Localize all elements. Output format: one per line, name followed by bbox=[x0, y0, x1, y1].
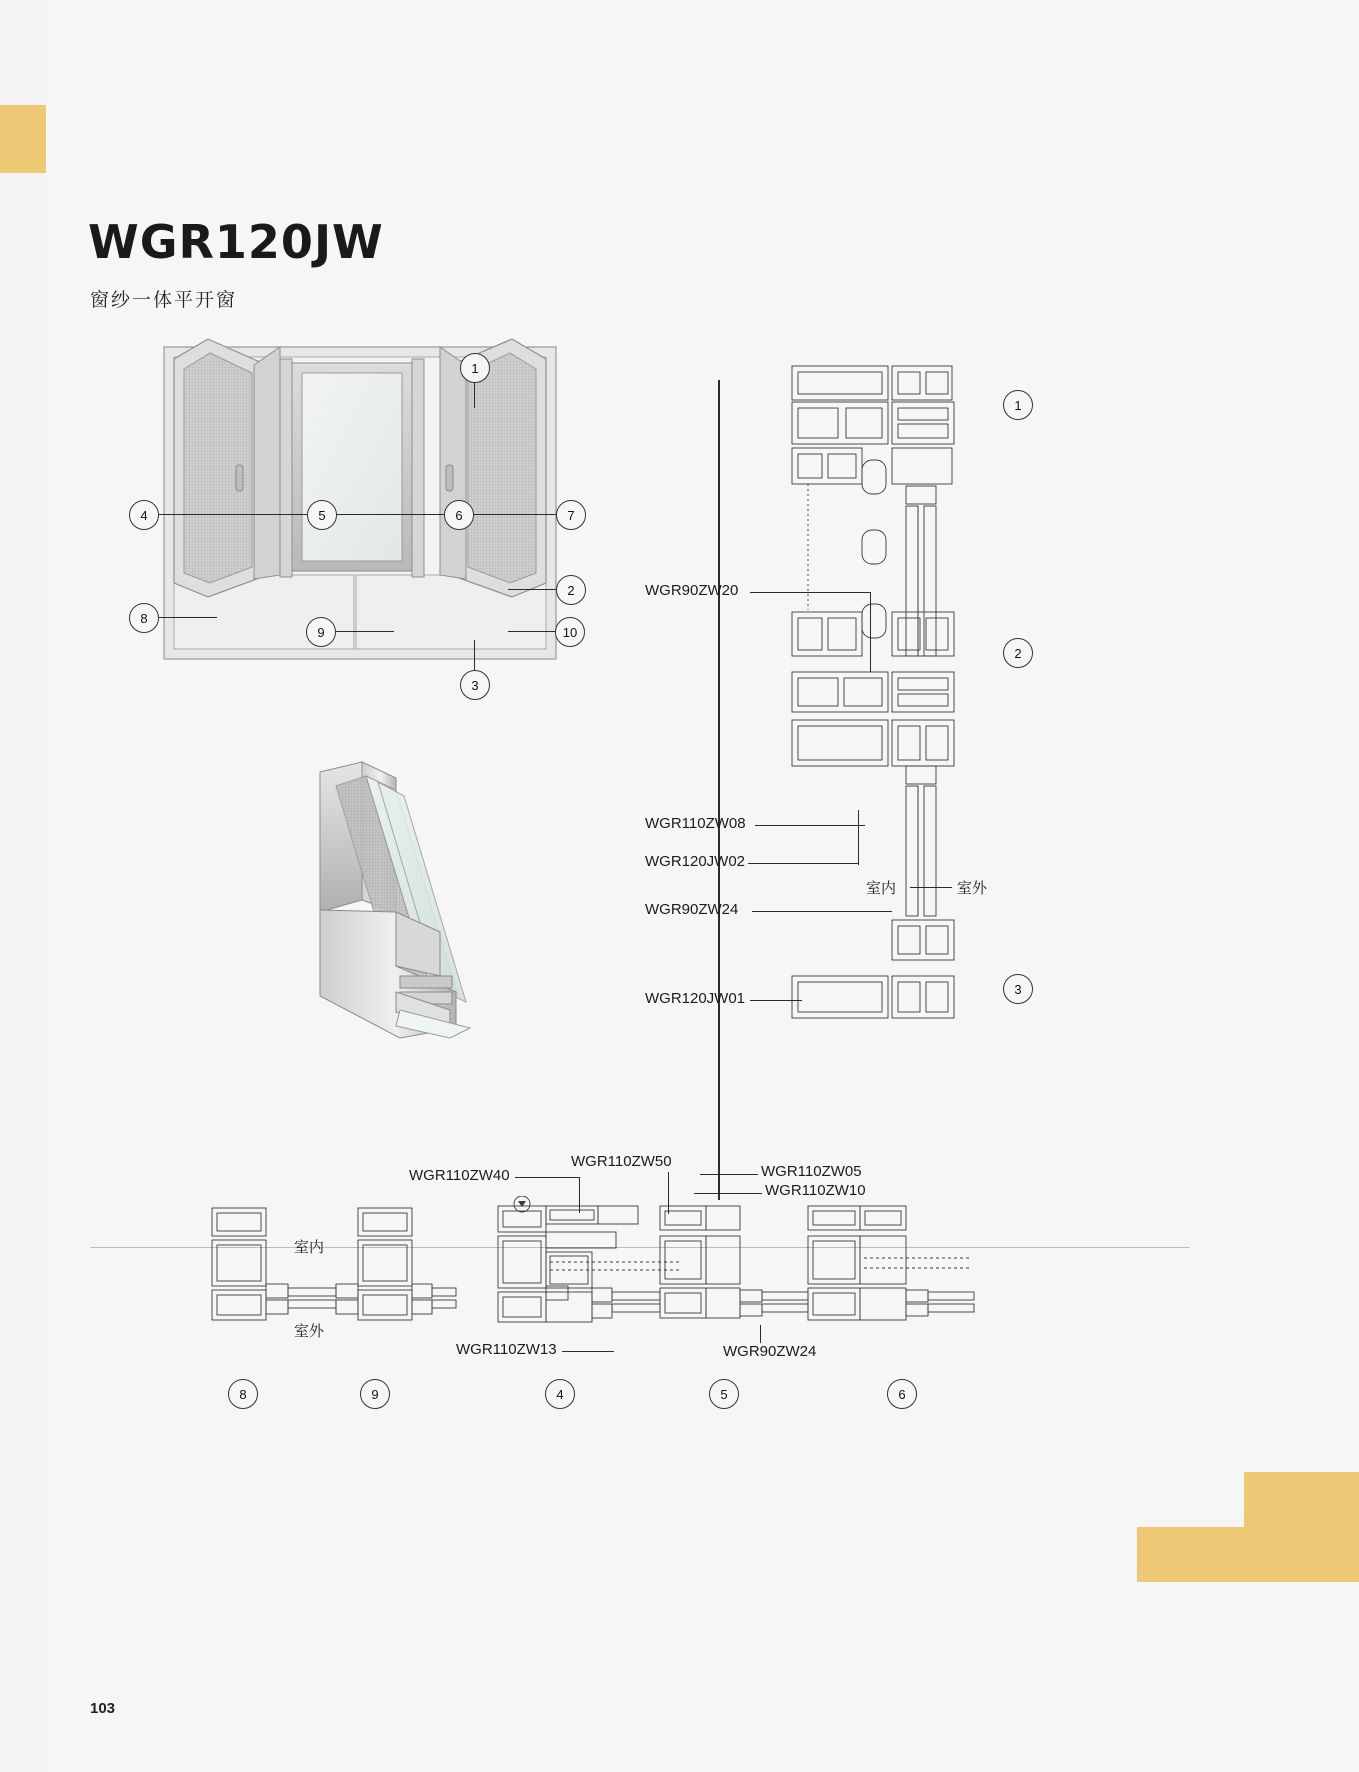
leader-line bbox=[700, 1174, 758, 1175]
part-label-wgr120jw01: WGR120JW01 bbox=[645, 990, 746, 1007]
leader-line bbox=[760, 1325, 761, 1343]
leader-line bbox=[562, 1351, 614, 1352]
part-label-wgr110zw50: WGR110ZW50 bbox=[571, 1153, 672, 1170]
leader-line bbox=[508, 631, 556, 632]
accent-block-bottom-right bbox=[1244, 1472, 1359, 1582]
leader-line bbox=[515, 1177, 579, 1178]
callout-10[interactable]: 10 bbox=[555, 617, 585, 647]
vertical-section-drawing bbox=[780, 360, 1020, 1040]
corner-3d-render bbox=[300, 760, 530, 1040]
leader-line bbox=[508, 589, 556, 590]
callout-4[interactable]: 4 bbox=[129, 500, 159, 530]
callout-7[interactable]: 7 bbox=[556, 500, 586, 530]
leader-line bbox=[748, 863, 858, 864]
indoor-label-bottom: 室内 bbox=[294, 1238, 325, 1256]
section-callout-3[interactable]: 3 bbox=[1003, 974, 1033, 1004]
vertical-divider bbox=[718, 380, 720, 1200]
outdoor-label-bottom: 室外 bbox=[294, 1322, 325, 1340]
accent-block-bottom-right-2 bbox=[1137, 1527, 1244, 1582]
section-callout-2[interactable]: 2 bbox=[1003, 638, 1033, 668]
bottom-callout-5[interactable]: 5 bbox=[709, 1379, 739, 1409]
part-label-wgr90zw24: WGR90ZW24 bbox=[723, 1343, 817, 1360]
callout-3[interactable]: 3 bbox=[460, 670, 490, 700]
part-label-wgr110zw10: WGR110ZW10 bbox=[765, 1182, 866, 1199]
leader-line bbox=[474, 380, 475, 408]
page-title: WGR120JW bbox=[88, 215, 384, 269]
bottom-callout-6[interactable]: 6 bbox=[887, 1379, 917, 1409]
leader-line bbox=[579, 1177, 580, 1213]
leader-line bbox=[474, 640, 475, 670]
callout-9[interactable]: 9 bbox=[306, 617, 336, 647]
part-label-wgr90zw20: WGR90ZW20 bbox=[645, 582, 739, 599]
part-label-wgr110zw05: WGR110ZW05 bbox=[761, 1163, 862, 1180]
leader-line bbox=[750, 592, 870, 593]
section-callout-1[interactable]: 1 bbox=[1003, 390, 1033, 420]
callout-6[interactable]: 6 bbox=[444, 500, 474, 530]
indoor-label: 室内 bbox=[866, 879, 897, 897]
leader-line bbox=[910, 887, 952, 888]
part-label-wgr90zw24: WGR90ZW24 bbox=[645, 901, 739, 918]
part-label-wgr110zw13: WGR110ZW13 bbox=[456, 1341, 557, 1358]
callout-2[interactable]: 2 bbox=[556, 575, 586, 605]
part-label-wgr110zw40: WGR110ZW40 bbox=[409, 1167, 510, 1184]
bottom-callout-9[interactable]: 9 bbox=[360, 1379, 390, 1409]
leader-line bbox=[755, 825, 865, 826]
outdoor-label: 室外 bbox=[957, 879, 988, 897]
leader-line bbox=[157, 617, 217, 618]
leader-line bbox=[668, 1172, 669, 1214]
leader-line bbox=[334, 631, 394, 632]
callout-5[interactable]: 5 bbox=[307, 500, 337, 530]
horizontal-section-4-5-6 bbox=[490, 1196, 990, 1346]
horizontal-section-8-9 bbox=[200, 1200, 470, 1340]
bottom-callout-4[interactable]: 4 bbox=[545, 1379, 575, 1409]
leader-line bbox=[870, 592, 871, 672]
part-label-wgr110zw08: WGR110ZW08 bbox=[645, 815, 746, 832]
leader-line bbox=[752, 911, 892, 912]
leader-line bbox=[750, 1000, 802, 1001]
callout-1[interactable]: 1 bbox=[460, 353, 490, 383]
leader-line bbox=[694, 1193, 762, 1194]
leader-line bbox=[858, 810, 859, 865]
leader-line bbox=[335, 514, 445, 515]
callout-8[interactable]: 8 bbox=[129, 603, 159, 633]
part-label-wgr120jw02: WGR120JW02 bbox=[645, 853, 746, 870]
bottom-callout-8[interactable]: 8 bbox=[228, 1379, 258, 1409]
leader-line bbox=[157, 514, 319, 515]
leader-line bbox=[472, 514, 556, 515]
page-subtitle: 窗纱一体平开窗 bbox=[90, 289, 238, 311]
page-number: 103 bbox=[90, 1700, 116, 1717]
